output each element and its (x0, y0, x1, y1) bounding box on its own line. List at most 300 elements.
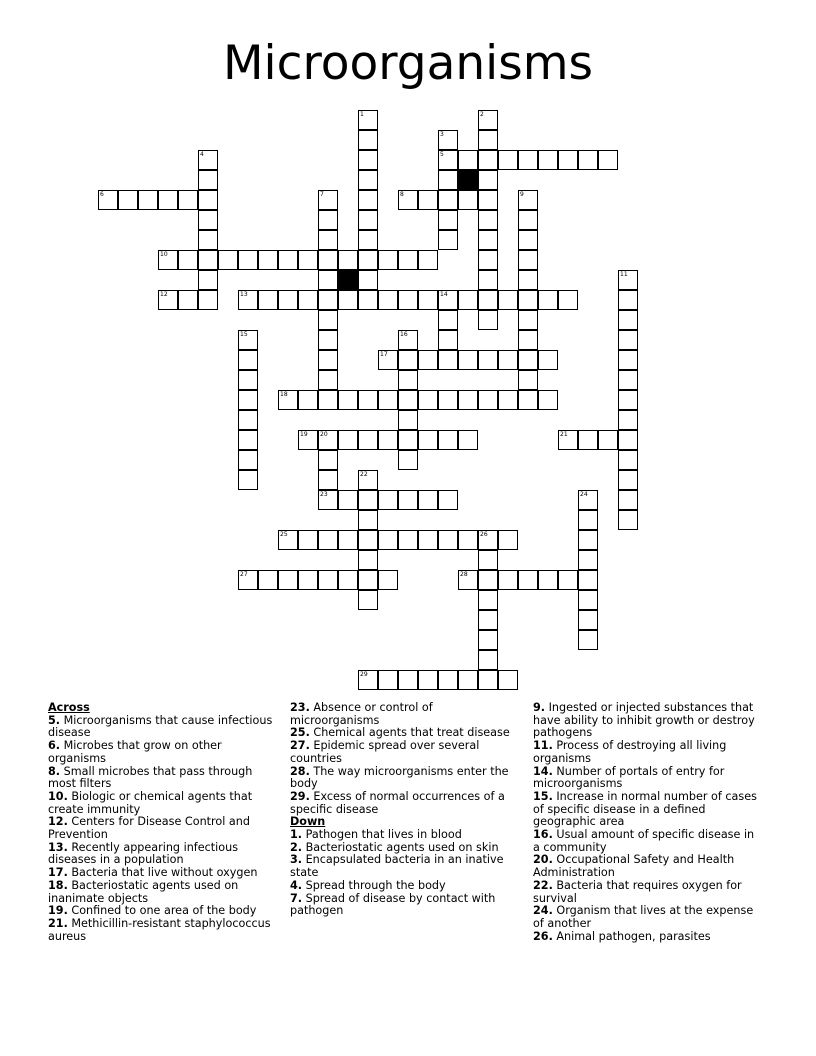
grid-cell[interactable] (158, 190, 178, 210)
grid-cell[interactable] (298, 530, 318, 550)
puzzle-title: Microorganisms (223, 36, 593, 91)
grid-cell[interactable] (518, 230, 538, 250)
clue-item-number: 1. (290, 828, 303, 842)
grid-cell[interactable] (178, 290, 198, 310)
clue-item-number: 28. (290, 764, 310, 778)
grid-cell[interactable] (458, 530, 478, 550)
clue-item-text: The way microorganisms enter the body (290, 764, 509, 791)
grid-cell[interactable] (378, 530, 398, 550)
clue-item-text: Usual amount of specific disease in a community (533, 828, 755, 854)
clue-number: 1 (360, 111, 364, 118)
grid-cell[interactable] (578, 570, 598, 590)
grid-cell[interactable] (458, 670, 478, 690)
grid-cell[interactable] (478, 270, 498, 290)
grid-cell[interactable] (478, 210, 498, 230)
grid-cell[interactable] (618, 490, 638, 510)
grid-cell[interactable] (398, 430, 418, 450)
grid-cell[interactable] (618, 390, 638, 410)
clue-item-number: 6. (48, 739, 61, 753)
grid-cell[interactable] (458, 570, 478, 590)
grid-cell[interactable] (338, 390, 358, 410)
grid-cell[interactable] (178, 250, 198, 270)
clue-number: 14 (440, 291, 448, 298)
grid-cell[interactable] (358, 470, 378, 490)
grid-cell[interactable] (478, 190, 498, 210)
grid-cell[interactable] (478, 550, 498, 570)
clue-item-text: Centers for Disease Control and Prevention (48, 815, 250, 842)
grid-cell[interactable] (438, 290, 458, 310)
grid-cell[interactable] (378, 290, 398, 310)
clue-item-number: 2. (290, 840, 303, 854)
grid-cell[interactable] (358, 490, 378, 510)
grid-cell[interactable] (398, 490, 418, 510)
grid-cell[interactable] (578, 510, 598, 530)
grid-cell[interactable] (358, 150, 378, 170)
grid-cell[interactable] (618, 310, 638, 330)
clue-item-text: Animal pathogen, parasites (552, 929, 711, 943)
grid-cell[interactable] (378, 490, 398, 510)
grid-cell[interactable] (538, 150, 558, 170)
across-heading: Across (48, 701, 90, 714)
clue-number: 18 (280, 391, 288, 398)
grid-cell[interactable] (198, 190, 218, 210)
clue-number: 21 (560, 431, 568, 438)
clue-item-number: 21. (48, 916, 68, 930)
grid-cell[interactable] (478, 610, 498, 630)
clue-item-number: 14. (533, 764, 553, 778)
grid-cell[interactable] (358, 290, 378, 310)
grid-cell[interactable] (518, 290, 538, 310)
grid-cell[interactable] (238, 470, 258, 490)
grid-cell[interactable] (478, 530, 498, 550)
grid-cell[interactable] (438, 430, 458, 450)
grid-cell[interactable] (358, 110, 378, 130)
grid-cell[interactable] (458, 190, 478, 210)
clue-item (533, 854, 763, 879)
grid-cell[interactable] (358, 670, 378, 690)
grid-cell[interactable] (378, 570, 398, 590)
clue-item-number: 11. (533, 739, 553, 753)
grid-cell[interactable] (558, 430, 578, 450)
grid-cell[interactable] (478, 670, 498, 690)
grid-cell[interactable] (238, 370, 258, 390)
grid-cell[interactable] (478, 650, 498, 670)
grid-cell[interactable] (358, 390, 378, 410)
grid-cell[interactable] (498, 670, 518, 690)
grid-cell[interactable] (278, 250, 298, 270)
grid-cell[interactable] (438, 130, 458, 150)
grid-cell[interactable] (478, 310, 498, 330)
grid-cell[interactable] (578, 530, 598, 550)
clue-item-number: 22. (533, 878, 553, 892)
grid-cell[interactable] (478, 630, 498, 650)
grid-cell[interactable] (298, 430, 318, 450)
clue-item-number: 23. (290, 701, 310, 714)
grid-cell[interactable] (358, 170, 378, 190)
grid-cell[interactable] (478, 390, 498, 410)
grid-cell[interactable] (518, 150, 538, 170)
grid-cell[interactable] (258, 250, 278, 270)
grid-cell[interactable] (478, 590, 498, 610)
clue-number: 9 (520, 191, 524, 198)
clue-item-number: 7. (290, 891, 303, 905)
grid-cell[interactable] (238, 290, 258, 310)
clue-number: 6 (100, 191, 104, 198)
clue-item-text: Spread of disease by contact with pathogen (290, 891, 496, 918)
clue-item-text: Recently appearing infectious diseases in a population (48, 840, 239, 867)
grid-cell[interactable] (578, 550, 598, 570)
grid-cell[interactable] (358, 190, 378, 210)
grid-cell[interactable] (218, 250, 238, 270)
clue-item-text: Microorganisms that cause infectious disease (48, 713, 273, 740)
grid-cell[interactable] (358, 550, 378, 570)
grid-cell[interactable] (318, 350, 338, 370)
grid-cell[interactable] (538, 570, 558, 590)
grid-cell[interactable] (258, 290, 278, 310)
grid-cell[interactable] (318, 290, 338, 310)
grid-cell[interactable] (158, 250, 178, 270)
clue-item-text: Bacteria that requires oxygen for survival (533, 878, 742, 905)
grid-cell[interactable] (418, 530, 438, 550)
clue-item-number: 10. (48, 789, 68, 803)
grid-cell[interactable] (238, 350, 258, 370)
grid-cell[interactable] (498, 570, 518, 590)
clue-item-text: Pathogen that lives in blood (302, 828, 462, 842)
grid-cell[interactable] (378, 250, 398, 270)
grid-cell[interactable] (298, 390, 318, 410)
grid-cell[interactable] (518, 390, 538, 410)
grid-cell[interactable] (318, 210, 338, 230)
grid-cell[interactable] (378, 670, 398, 690)
grid-cell[interactable] (418, 290, 438, 310)
clue-item-number: 29. (290, 789, 310, 803)
clue-item (533, 791, 763, 829)
grid-cell[interactable] (338, 250, 358, 270)
grid-cell[interactable] (338, 290, 358, 310)
grid-cell[interactable] (518, 270, 538, 290)
grid-cell[interactable] (198, 210, 218, 230)
clue-item-text: Process of destroying all living organisms (533, 739, 727, 765)
clue-number: 28 (460, 571, 468, 578)
grid-cell[interactable] (618, 510, 638, 530)
clue-item-text: Methicillin-resistant staphylococcus aureus (48, 916, 271, 943)
grid-cell[interactable] (298, 570, 318, 590)
grid-cell[interactable] (458, 430, 478, 450)
grid-cell[interactable] (398, 330, 418, 350)
grid-cell[interactable] (358, 590, 378, 610)
grid-cell[interactable] (538, 350, 558, 370)
clue-number: 23 (320, 491, 328, 498)
clue-item (48, 791, 278, 816)
clue-item-text: Encapsulated bacteria in an inative state (290, 853, 504, 880)
clue-item-text: Microbes that grow on other organisms (48, 739, 222, 765)
grid-cell[interactable] (418, 490, 438, 510)
grid-cell[interactable] (598, 430, 618, 450)
clue-number: 27 (240, 571, 248, 578)
grid-cell[interactable] (538, 290, 558, 310)
grid-cell[interactable] (398, 290, 418, 310)
grid-cell[interactable] (318, 230, 338, 250)
clue-number: 5 (440, 151, 444, 158)
grid-cell[interactable] (338, 430, 358, 450)
grid-cell[interactable] (618, 350, 638, 370)
grid-cell[interactable] (618, 450, 638, 470)
grid-cell[interactable] (438, 150, 458, 170)
grid-cell[interactable] (558, 290, 578, 310)
grid-cell[interactable] (358, 130, 378, 150)
grid-cell[interactable] (398, 530, 418, 550)
grid-cell[interactable] (298, 290, 318, 310)
grid-cell[interactable] (478, 170, 498, 190)
grid-cell[interactable] (458, 290, 478, 310)
grid-cell[interactable] (578, 610, 598, 630)
grid-cell[interactable] (318, 470, 338, 490)
clue-item (533, 931, 763, 944)
clue-number: 10 (160, 251, 168, 258)
clue-item-number: 9. (533, 701, 546, 714)
clue-number: 17 (380, 351, 388, 358)
grid-cell[interactable] (318, 270, 338, 290)
grid-cell[interactable] (158, 290, 178, 310)
clue-item (290, 740, 520, 765)
grid-cell[interactable] (418, 190, 438, 210)
grid-cell[interactable] (358, 570, 378, 590)
grid-cell[interactable] (98, 190, 118, 210)
clue-number: 11 (620, 271, 628, 278)
grid-cell[interactable] (398, 250, 418, 270)
clue-item-text: Number of portals of entry for microorganisms (533, 764, 725, 791)
grid-cell[interactable] (438, 210, 458, 230)
grid-cell[interactable] (578, 490, 598, 510)
grid-cell[interactable] (598, 150, 618, 170)
grid-cell[interactable] (478, 230, 498, 250)
grid-cell[interactable] (318, 330, 338, 350)
grid-cell[interactable] (618, 370, 638, 390)
clue-item (48, 842, 278, 867)
clue-number: 12 (160, 291, 168, 298)
grid-cell[interactable] (418, 350, 438, 370)
clue-item-number: 16. (533, 828, 553, 842)
clue-number: 3 (440, 131, 444, 138)
grid-cell[interactable] (318, 310, 338, 330)
grid-cell[interactable] (418, 390, 438, 410)
grid-cell[interactable] (478, 110, 498, 130)
clue-item-number: 27. (290, 739, 310, 753)
grid-cell[interactable] (618, 290, 638, 310)
grid-cell[interactable] (518, 350, 538, 370)
grid-cell[interactable] (278, 290, 298, 310)
grid-cell[interactable] (518, 370, 538, 390)
grid-cell[interactable] (238, 430, 258, 450)
grid-cell[interactable] (198, 290, 218, 310)
grid-cell[interactable] (458, 390, 478, 410)
grid-cell[interactable] (538, 390, 558, 410)
clue-item-text: Confined to one area of the body (67, 904, 257, 918)
grid-cell[interactable] (198, 250, 218, 270)
grid-cell[interactable] (278, 390, 298, 410)
grid-cell[interactable] (358, 270, 378, 290)
grid-cell[interactable] (478, 150, 498, 170)
grid-cell[interactable] (438, 350, 458, 370)
grid-cell[interactable] (398, 390, 418, 410)
grid-cell[interactable] (618, 410, 638, 430)
grid-cell[interactable] (318, 530, 338, 550)
clue-number: 29 (360, 671, 368, 678)
clue-item (290, 766, 520, 791)
grid-cell[interactable] (478, 250, 498, 270)
grid-cell[interactable] (478, 570, 498, 590)
grid-cell[interactable] (318, 570, 338, 590)
clue-item (533, 905, 763, 930)
grid-cell[interactable] (438, 670, 458, 690)
grid-cell[interactable] (438, 190, 458, 210)
grid-cell[interactable] (398, 350, 418, 370)
clue-number: 16 (400, 331, 408, 338)
grid-cell[interactable] (518, 310, 538, 330)
grid-cell[interactable] (518, 330, 538, 350)
clue-item (290, 854, 520, 879)
grid-cell[interactable] (358, 250, 378, 270)
clue-item-text: Spread through the body (302, 878, 446, 892)
grid-cell[interactable] (358, 510, 378, 530)
clue-number: 4 (200, 151, 204, 158)
grid-cell[interactable] (438, 170, 458, 190)
grid-cell[interactable] (198, 230, 218, 250)
grid-cell[interactable] (478, 350, 498, 370)
grid-cell[interactable] (238, 570, 258, 590)
grid-cell[interactable] (278, 570, 298, 590)
grid-cell[interactable] (398, 190, 418, 210)
clue-item (533, 880, 763, 905)
grid-cell[interactable] (198, 270, 218, 290)
grid-cell[interactable] (238, 390, 258, 410)
grid-cell[interactable] (438, 530, 458, 550)
grid-cell[interactable] (318, 490, 338, 510)
grid-cell[interactable] (498, 290, 518, 310)
grid-cell[interactable] (458, 150, 478, 170)
grid-cell[interactable] (418, 430, 438, 450)
clue-item-number: 13. (48, 840, 68, 854)
grid-cell[interactable] (618, 470, 638, 490)
clue-item-text: Bacteriostatic agents used on skin (302, 840, 499, 854)
grid-cell[interactable] (238, 330, 258, 350)
grid-cell[interactable] (338, 490, 358, 510)
black-cell (458, 170, 478, 190)
clue-item (533, 829, 763, 854)
clue-item-number: 12. (48, 815, 68, 829)
grid-cell[interactable] (438, 390, 458, 410)
grid-cell[interactable] (338, 530, 358, 550)
grid-cell[interactable] (498, 530, 518, 550)
grid-cell[interactable] (318, 250, 338, 270)
grid-cell[interactable] (418, 670, 438, 690)
grid-cell[interactable] (478, 130, 498, 150)
grid-cell[interactable] (178, 190, 198, 210)
grid-cell[interactable] (618, 330, 638, 350)
grid-cell[interactable] (498, 390, 518, 410)
grid-cell[interactable] (518, 250, 538, 270)
grid-cell[interactable] (398, 670, 418, 690)
grid-cell[interactable] (478, 290, 498, 310)
grid-cell[interactable] (358, 430, 378, 450)
grid-cell[interactable] (418, 250, 438, 270)
grid-cell[interactable] (318, 450, 338, 470)
grid-cell[interactable] (318, 390, 338, 410)
clue-item-number: 19. (48, 904, 68, 918)
grid-cell[interactable] (458, 350, 478, 370)
clue-number: 7 (320, 191, 324, 198)
grid-cell[interactable] (558, 570, 578, 590)
clue-item-text: Bacteria that live without oxygen (67, 866, 258, 880)
clue-number: 22 (360, 471, 368, 478)
grid-cell[interactable] (318, 370, 338, 390)
grid-cell[interactable] (378, 350, 398, 370)
clue-item (48, 816, 278, 841)
grid-cell[interactable] (398, 450, 418, 470)
grid-cell[interactable] (578, 430, 598, 450)
grid-cell[interactable] (358, 210, 378, 230)
grid-cell[interactable] (198, 170, 218, 190)
grid-cell[interactable] (238, 450, 258, 470)
grid-cell[interactable] (578, 630, 598, 650)
clue-column-3 (533, 702, 763, 943)
grid-cell[interactable] (558, 150, 578, 170)
clue-item-text: Ingested or injected substances that have ability to inhibit growth or destroy pathogens (533, 701, 755, 740)
grid-cell[interactable] (198, 150, 218, 170)
grid-cell[interactable] (578, 590, 598, 610)
clue-number: 8 (400, 191, 404, 198)
grid-cell[interactable] (498, 150, 518, 170)
clue-item-number: 4. (290, 878, 303, 892)
grid-cell[interactable] (258, 570, 278, 590)
grid-cell[interactable] (318, 430, 338, 450)
grid-cell[interactable] (138, 190, 158, 210)
grid-cell[interactable] (358, 230, 378, 250)
grid-cell[interactable] (438, 330, 458, 350)
grid-cell[interactable] (518, 210, 538, 230)
clue-item (290, 702, 520, 727)
grid-cell[interactable] (618, 270, 638, 290)
grid-cell[interactable] (498, 350, 518, 370)
grid-cell[interactable] (438, 490, 458, 510)
grid-cell[interactable] (398, 410, 418, 430)
grid-cell[interactable] (578, 150, 598, 170)
grid-cell[interactable] (358, 530, 378, 550)
clue-item (48, 880, 278, 905)
grid-cell[interactable] (298, 250, 318, 270)
grid-cell[interactable] (318, 190, 338, 210)
grid-cell[interactable] (518, 190, 538, 210)
grid-cell[interactable] (438, 230, 458, 250)
grid-cell[interactable] (378, 390, 398, 410)
clue-item (48, 740, 278, 765)
grid-cell[interactable] (238, 250, 258, 270)
clue-item-text: Occupational Safety and Health Administration (533, 853, 735, 880)
clue-item-number: 5. (48, 713, 61, 727)
grid-cell[interactable] (238, 410, 258, 430)
clue-item (290, 893, 520, 918)
grid-cell[interactable] (518, 570, 538, 590)
grid-cell[interactable] (618, 430, 638, 450)
grid-cell[interactable] (118, 190, 138, 210)
clue-item (533, 766, 763, 791)
grid-cell[interactable] (438, 310, 458, 330)
grid-cell[interactable] (338, 570, 358, 590)
clue-number: 19 (300, 431, 308, 438)
grid-cell[interactable] (398, 370, 418, 390)
grid-cell[interactable] (278, 530, 298, 550)
grid-cell[interactable] (378, 430, 398, 450)
